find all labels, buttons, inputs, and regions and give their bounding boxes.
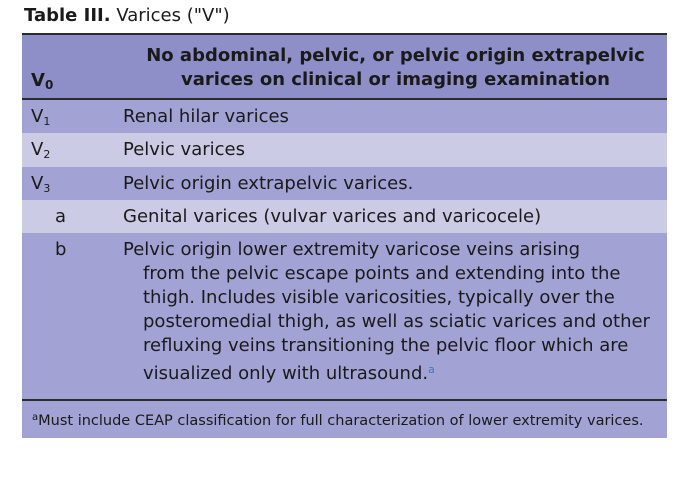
header-code: $V_0$ [31, 70, 54, 92]
row-code: a [55, 206, 67, 227]
row-description: Pelvic origin extrapelvic varices. [123, 173, 414, 194]
table-row [22, 167, 667, 200]
header-description: No abdominal, pelvic, or pelvic origin extrapelvic varices on clinical or imaging examination [146, 45, 645, 90]
table-label: Table III. [24, 5, 111, 26]
table-title: Varices ("V") [116, 5, 230, 26]
table-row [22, 233, 667, 399]
row-description [123, 233, 667, 391]
row-description-continuation: from the pelvic escape points and extending into the thigh. Includes visible varicosities, typically over the posteromedial thigh, as well as sciatic varices and other refluxing veins transitioning the pelvic floor which are visualized only with ultrasound.$^a$ [143, 263, 650, 384]
row-description: Renal hilar varices [123, 106, 289, 127]
table-row [22, 133, 667, 167]
footnote-marker: a [428, 363, 435, 376]
footnote-text: Must include CEAP classification for full characterization of lower extremity varices. [38, 413, 644, 429]
row-code: b [55, 239, 67, 260]
table-row [22, 200, 667, 233]
row-description-first-line: Pelvic origin lower extremity varicose veins arising [123, 239, 581, 260]
row-description: Genital varices (vulvar varices and varicocele) [123, 206, 542, 227]
row-code: $V_3$ [31, 173, 51, 195]
row-description: Pelvic varices [123, 139, 245, 160]
table-caption [24, 3, 230, 29]
table-footnote [22, 399, 667, 438]
varices-table [22, 33, 667, 438]
footnote-marker: a [32, 412, 39, 423]
table-row [22, 100, 667, 133]
row-code: $V_2$ [31, 139, 51, 161]
row-code: $V_1$ [31, 106, 51, 128]
table-header-row [22, 33, 667, 100]
